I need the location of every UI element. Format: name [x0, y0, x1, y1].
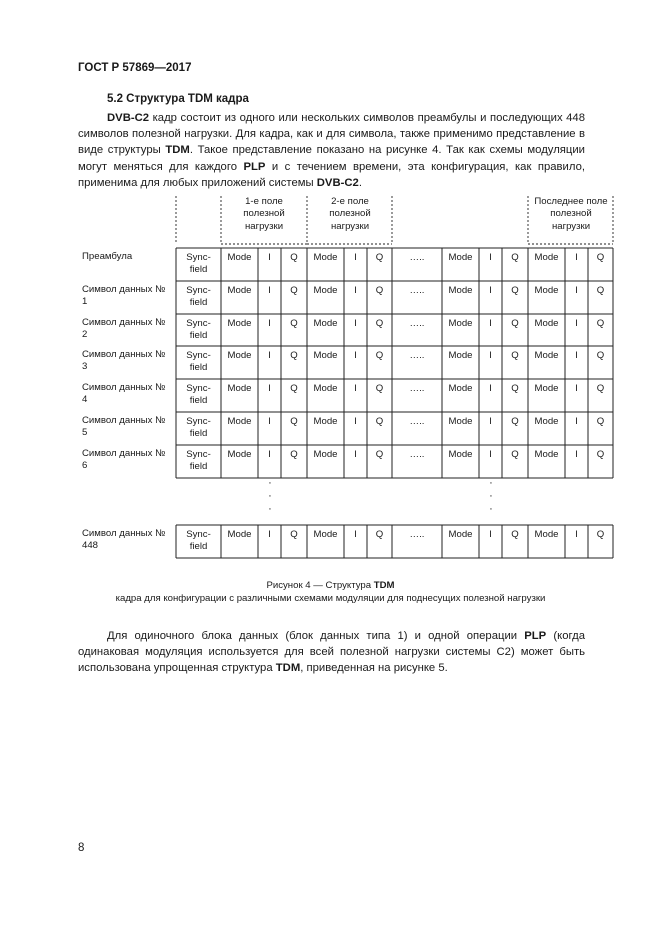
q-cell: Q	[596, 449, 605, 460]
paragraph-text: .	[358, 176, 362, 189]
paragraph-text: , приведенная на рисунке 5.	[300, 662, 448, 675]
mode-cell: Mode	[448, 252, 473, 263]
mode-cell: Mode	[448, 529, 473, 540]
q-cell: Q	[511, 318, 519, 329]
mode-cell: Mode	[448, 285, 473, 296]
i-cell: I	[268, 529, 271, 540]
mode-cell: Mode	[313, 252, 338, 263]
paragraph-text: кадр состоит из одного или нескольких символов преамбулы и последующих 448 символов полезной нагрузки. Для кадра, как и для символа, также применимо представление в виде структуры	[78, 112, 585, 157]
q-cell: Q	[290, 285, 298, 296]
ellipsis-cell: …..	[409, 252, 425, 263]
q-cell: Q	[511, 252, 519, 263]
term-dvb-c2: DVB-C2	[316, 176, 359, 189]
sync-field-cell: Sync-field	[186, 416, 211, 440]
i-cell: I	[489, 285, 492, 296]
q-cell: Q	[596, 318, 605, 329]
mode-cell: Mode	[313, 416, 338, 427]
q-cell: Q	[596, 383, 605, 394]
q-cell: Q	[596, 252, 605, 263]
page-number: 8	[78, 842, 85, 854]
sync-field-cell: Sync-field	[186, 285, 211, 309]
mode-cell: Mode	[227, 383, 252, 394]
i-cell: I	[354, 383, 357, 394]
mode-cell: Mode	[534, 318, 559, 329]
mode-cell: Mode	[313, 285, 338, 296]
mode-cell: Mode	[227, 350, 252, 361]
i-cell: I	[489, 318, 492, 329]
q-cell: Q	[511, 449, 519, 460]
mode-cell: Mode	[227, 318, 252, 329]
caption-text: кадра для конфигурации с различными схемами модуляции для поднесущих полезной нагрузки	[115, 592, 546, 604]
q-cell: Q	[290, 529, 298, 540]
continuation-dots: ·	[268, 503, 272, 515]
i-cell: I	[575, 285, 578, 296]
i-cell: I	[575, 383, 578, 394]
i-cell: I	[268, 383, 271, 394]
row-label: Символ данных № 6	[82, 448, 166, 472]
i-cell: I	[268, 350, 271, 361]
row-label: Символ данных № 2	[82, 317, 166, 341]
i-cell: I	[575, 350, 578, 361]
continuation-dots: ·	[489, 477, 493, 489]
sync-field-cell: Sync-field	[186, 318, 211, 342]
term-dvb-c2: DVB-C2	[107, 112, 150, 124]
mode-cell: Mode	[227, 449, 252, 460]
i-cell: I	[268, 416, 271, 427]
row-label: Символ данных № 4	[82, 382, 166, 406]
document-standard-code: ГОСТ Р 57869—2017	[78, 62, 192, 74]
figure-caption	[0, 580, 661, 605]
i-cell: I	[354, 529, 357, 540]
ellipsis-cell: …..	[409, 285, 425, 296]
i-cell: I	[489, 350, 492, 361]
q-cell: Q	[290, 252, 298, 263]
sync-field-cell: Sync-field	[186, 449, 211, 473]
mode-cell: Mode	[448, 449, 473, 460]
i-cell: I	[489, 252, 492, 263]
caption-text: Рисунок 4 — Структура	[266, 580, 374, 591]
i-cell: I	[489, 449, 492, 460]
mode-cell: Mode	[313, 318, 338, 329]
mode-cell: Mode	[313, 449, 338, 460]
closing-paragraph	[78, 628, 585, 677]
mode-cell: Mode	[448, 383, 473, 394]
mode-cell: Mode	[227, 416, 252, 427]
i-cell: I	[575, 416, 578, 427]
q-cell: Q	[511, 285, 519, 296]
ellipsis-cell: …..	[409, 529, 425, 540]
i-cell: I	[268, 449, 271, 460]
paragraph-text: и с течением времени, эта конфигурация, как правило, применима для любых приложений системы	[78, 160, 585, 189]
q-cell: Q	[375, 416, 384, 427]
mode-cell: Mode	[534, 350, 559, 361]
q-cell: Q	[375, 350, 384, 361]
term-plp: PLP	[243, 160, 266, 173]
q-cell: Q	[375, 252, 384, 263]
q-cell: Q	[596, 416, 605, 427]
i-cell: I	[354, 449, 357, 460]
mode-cell: Mode	[313, 383, 338, 394]
q-cell: Q	[290, 416, 298, 427]
q-cell: Q	[511, 416, 519, 427]
q-cell: Q	[290, 383, 298, 394]
q-cell: Q	[375, 285, 384, 296]
q-cell: Q	[511, 529, 519, 540]
i-cell: I	[575, 449, 578, 460]
mode-cell: Mode	[534, 416, 559, 427]
sync-field-cell: Sync-field	[186, 529, 211, 553]
continuation-dots: ·	[489, 490, 493, 502]
mode-cell: Mode	[313, 529, 338, 540]
q-cell: Q	[290, 449, 298, 460]
mode-cell: Mode	[534, 285, 559, 296]
ellipsis-cell: …..	[409, 350, 425, 361]
mode-cell: Mode	[227, 285, 252, 296]
sync-field-cell: Sync-field	[186, 350, 211, 374]
mode-cell: Mode	[227, 252, 252, 263]
i-cell: I	[268, 318, 271, 329]
i-cell: I	[268, 252, 271, 263]
q-cell: Q	[596, 350, 605, 361]
i-cell: I	[354, 318, 357, 329]
q-cell: Q	[290, 318, 298, 329]
sync-field-cell: Sync-field	[186, 252, 211, 276]
paragraph-text: (когда одинаковая модуляция используется для всей полезной нагрузки системы С2) может быть использована упрощенная структура	[78, 630, 585, 675]
paragraph-text: Для одиночного блока данных (блок данных типа 1) и одной операции	[107, 630, 525, 642]
i-cell: I	[354, 416, 357, 427]
i-cell: I	[354, 252, 357, 263]
row-label: Символ данных № 448	[82, 528, 166, 552]
i-cell: I	[575, 252, 578, 263]
i-cell: I	[489, 416, 492, 427]
continuation-dots: ·	[268, 490, 272, 502]
i-cell: I	[268, 285, 271, 296]
header-last-payload-field: Последнее поле полезной нагрузки	[534, 196, 608, 232]
continuation-dots: ·	[268, 477, 272, 489]
mode-cell: Mode	[448, 416, 473, 427]
ellipsis-cell: …..	[409, 318, 425, 329]
i-cell: I	[354, 285, 357, 296]
q-cell: Q	[596, 529, 605, 540]
mode-cell: Mode	[448, 318, 473, 329]
q-cell: Q	[375, 383, 384, 394]
sync-field-cell: Sync-field	[186, 383, 211, 407]
row-label: Символ данных № 5	[82, 415, 166, 439]
paragraph-text: . Такое представление показано на рисунке 4. Так как схемы модуляции могут меняться для каждого	[78, 144, 585, 173]
ellipsis-cell: …..	[409, 449, 425, 460]
q-cell: Q	[290, 350, 298, 361]
ellipsis-cell: …..	[409, 416, 425, 427]
term-tdm: TDM	[165, 144, 190, 157]
q-cell: Q	[511, 350, 519, 361]
caption-term-tdm: TDM	[373, 580, 395, 591]
term-tdm: TDM	[275, 662, 301, 675]
term-plp: PLP	[524, 630, 547, 642]
i-cell: I	[489, 529, 492, 540]
section-title: 5.2 Структура TDM кадра	[107, 93, 249, 105]
mode-cell: Mode	[448, 350, 473, 361]
ellipsis-cell: …..	[409, 383, 425, 394]
mode-cell: Mode	[227, 529, 252, 540]
continuation-dots: ·	[489, 503, 493, 515]
q-cell: Q	[596, 285, 605, 296]
mode-cell: Mode	[534, 252, 559, 263]
row-label: Символ данных № 1	[82, 284, 166, 308]
i-cell: I	[354, 350, 357, 361]
q-cell: Q	[375, 529, 384, 540]
mode-cell: Mode	[534, 449, 559, 460]
row-label: Символ данных № 3	[82, 349, 166, 373]
i-cell: I	[489, 383, 492, 394]
row-label: Преамбула	[82, 251, 133, 262]
q-cell: Q	[375, 318, 384, 329]
mode-cell: Mode	[534, 529, 559, 540]
q-cell: Q	[375, 449, 384, 460]
header-first-payload-field: 1-е поле полезной нагрузки	[243, 196, 285, 232]
mode-cell: Mode	[534, 383, 559, 394]
mode-cell: Mode	[313, 350, 338, 361]
i-cell: I	[575, 529, 578, 540]
q-cell: Q	[511, 383, 519, 394]
i-cell: I	[575, 318, 578, 329]
header-second-payload-field: 2-е поле полезной нагрузки	[329, 196, 371, 232]
